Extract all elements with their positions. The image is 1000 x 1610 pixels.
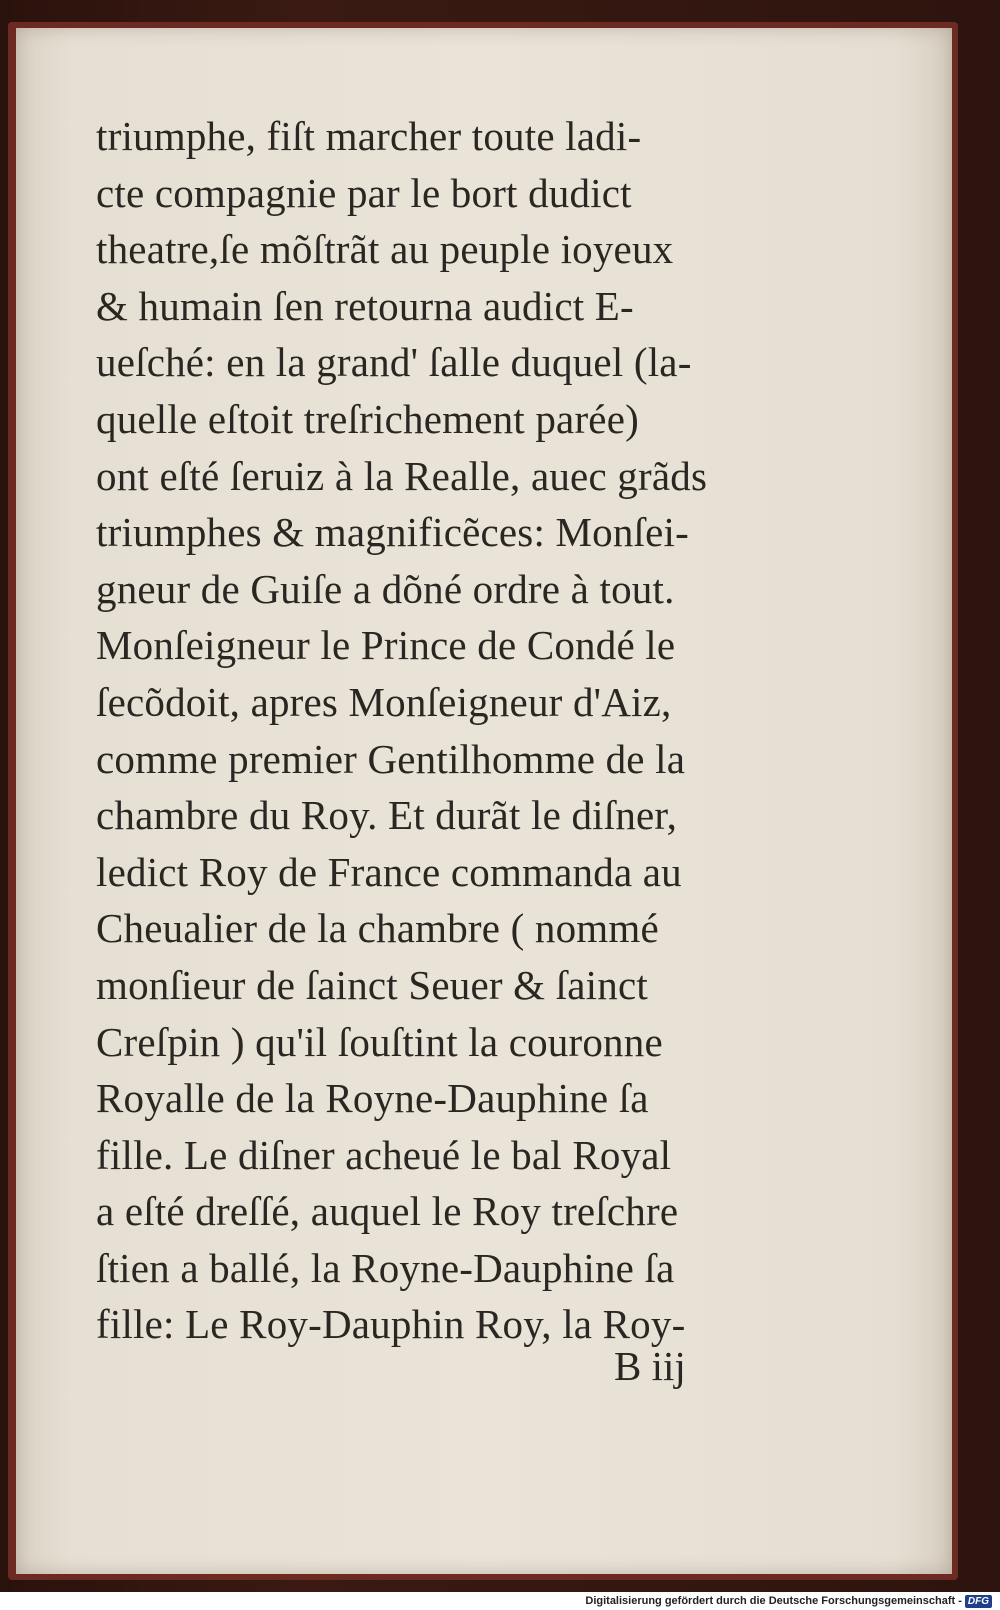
text-line: ledict Roy de France commanda au	[96, 848, 682, 895]
footer-credit: Digitalisierung gefördert durch die Deutsche Forschungsgemeinschaft -	[585, 1595, 962, 1607]
text-line: chambre du Roy. Et durãt le diſner,	[96, 792, 678, 839]
text-line: Monſeigneur le Prince de Condé le	[96, 622, 676, 669]
text-line: ſecõdoit, apres Monſeigneur d'Aiz,	[96, 678, 672, 725]
text-line: ueſché: en la grand' ſalle duquel (la-	[96, 339, 692, 386]
text-line: comme premier Gentilhomme de la	[96, 735, 686, 782]
text-line: Creſpin ) qu'il ſouſtint la couronne	[96, 1018, 663, 1065]
text-line: monſieur de ſainct Seuer & ſainct	[96, 961, 648, 1008]
signature-mark: B iij	[614, 1343, 686, 1389]
text-line: triumphe, fiſt marcher toute ladi-	[96, 113, 642, 159]
text-line: fille. Le diſner acheué le bal Royal	[96, 1131, 672, 1178]
digitization-footer	[585, 1592, 992, 1610]
text-line: Cheualier de la chambre ( nommé	[96, 905, 659, 952]
text-line: & humain ſen retourna audict E-	[96, 282, 634, 329]
dfg-logo: DFG	[965, 1595, 992, 1608]
text-line: Royalle de la Royne-Dauphine ſa	[96, 1075, 649, 1122]
text-line: gneur de Guiſe a dõné ordre à tout.	[96, 565, 675, 612]
text-line: a eſté dreſſé, auquel le Roy treſchre	[96, 1188, 679, 1235]
text-line: triumphes & magnificẽces: Monſei-	[96, 509, 689, 556]
text-line: cte compagnie par le bort dudict	[96, 169, 632, 216]
text-line: ont eſté ſeruiz à la Realle, auec grãds	[96, 452, 708, 499]
text-line: ſtien a ballé, la Royne-Dauphine ſa	[96, 1244, 675, 1291]
text-line: theatre,ſe mõſtrãt au peuple ioyeux	[96, 226, 674, 273]
book-page	[16, 28, 952, 1574]
text-line: fille: Le Roy-Dauphin Roy, la Roy-	[96, 1301, 686, 1348]
page-text-block	[96, 108, 816, 1353]
text-line: quelle eſtoit treſrichement parée)	[96, 395, 639, 442]
